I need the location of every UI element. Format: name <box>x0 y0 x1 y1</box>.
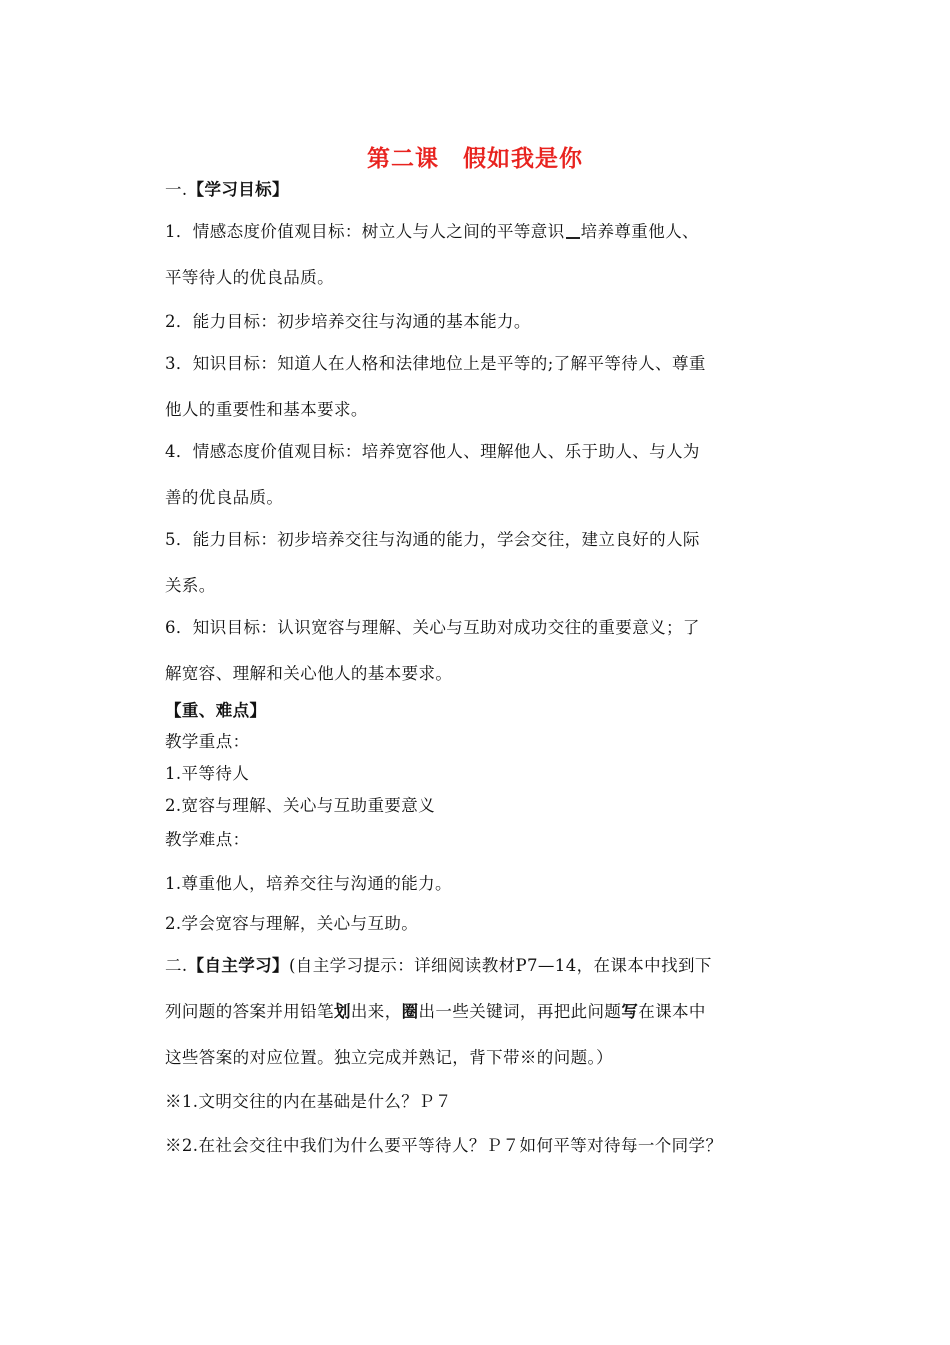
teaching-focus-label: 教学重点： <box>165 732 250 751</box>
objective-line: 6．知识目标：认识宽容与理解、关心与互助对成功交往的重要意义；了 <box>165 618 700 637</box>
section-2-title: 【自主学习】 <box>187 956 289 975</box>
objective-line: 4．情感态度价值观目标：培养宽容他人、理解他人、乐于助人、与人为 <box>165 442 700 461</box>
section-2-heading <box>165 952 805 976</box>
section-2-hint-line: 这些答案的对应位置。独立完成并熟记，背下带※的问题。） <box>165 1048 614 1067</box>
objective-text: 1．情感态度价值观目标：树立人与人之间的平等意识 <box>165 222 565 241</box>
page-title: 第二课 假如我是你 <box>367 146 583 172</box>
hint-emphasis: 圈 <box>401 1002 419 1021</box>
objective-line: 关系。 <box>165 576 216 595</box>
key-points-heading: 【重、难点】 <box>165 701 267 720</box>
question-1: ※1.文明交往的内在基础是什么？Ｐ７ <box>165 1092 452 1111</box>
section-1-heading <box>165 176 805 200</box>
objective-line: 3．知识目标：知道人在人格和法律地位上是平等的;了解平等待人、尊重 <box>165 354 706 373</box>
objective-line: 5．能力目标：初步培养交往与沟通的能力，学会交往，建立良好的人际 <box>165 530 700 549</box>
section-2-hint: (自主学习提示：详细阅读教材P7—14，在课本中找到下 <box>288 956 712 975</box>
hint-emphasis: 划 <box>334 1002 351 1021</box>
section-2-hint-line <box>165 998 805 1022</box>
focus-item: 2.宽容与理解、关心与互助重要意义 <box>165 796 436 815</box>
objective-line: 2．能力目标：初步培养交往与沟通的基本能力。 <box>165 312 531 331</box>
objective-line: 解宽容、理解和关心他人的基本要求。 <box>165 664 453 683</box>
question-2: ※2.在社会交往中我们为什么要平等待人？Ｐ７如何平等对待每一个同学？ <box>165 1136 723 1155</box>
teaching-difficulty-label: 教学难点： <box>165 830 250 849</box>
difficulty-item: 2.学会宽容与理解，关心与互助。 <box>165 914 419 933</box>
section-1-title: 【学习目标】 <box>187 180 289 199</box>
objective-line: 他人的重要性和基本要求。 <box>165 400 368 419</box>
objective-line <box>165 218 805 242</box>
hint-text: 列问题的答案并用铅笔 <box>165 1002 334 1021</box>
hint-text: 出来， <box>350 1002 402 1021</box>
hint-text: 在课本中 <box>638 1002 706 1021</box>
gap-mark <box>566 231 580 239</box>
difficulty-item: 1.尊重他人，培养交往与沟通的能力。 <box>165 874 452 893</box>
section-1-prefix: 一. <box>165 180 188 199</box>
section-2-prefix: 二. <box>165 956 188 975</box>
hint-emphasis: 写 <box>621 1002 639 1021</box>
objective-line: 平等待人的优良品质。 <box>165 268 334 287</box>
objective-text: 培养尊重他人、 <box>580 222 699 241</box>
focus-item: 1.平等待人 <box>165 764 250 783</box>
hint-text: 出一些关键词，再把此问题 <box>418 1002 622 1021</box>
objective-line: 善的优良品质。 <box>165 488 284 507</box>
